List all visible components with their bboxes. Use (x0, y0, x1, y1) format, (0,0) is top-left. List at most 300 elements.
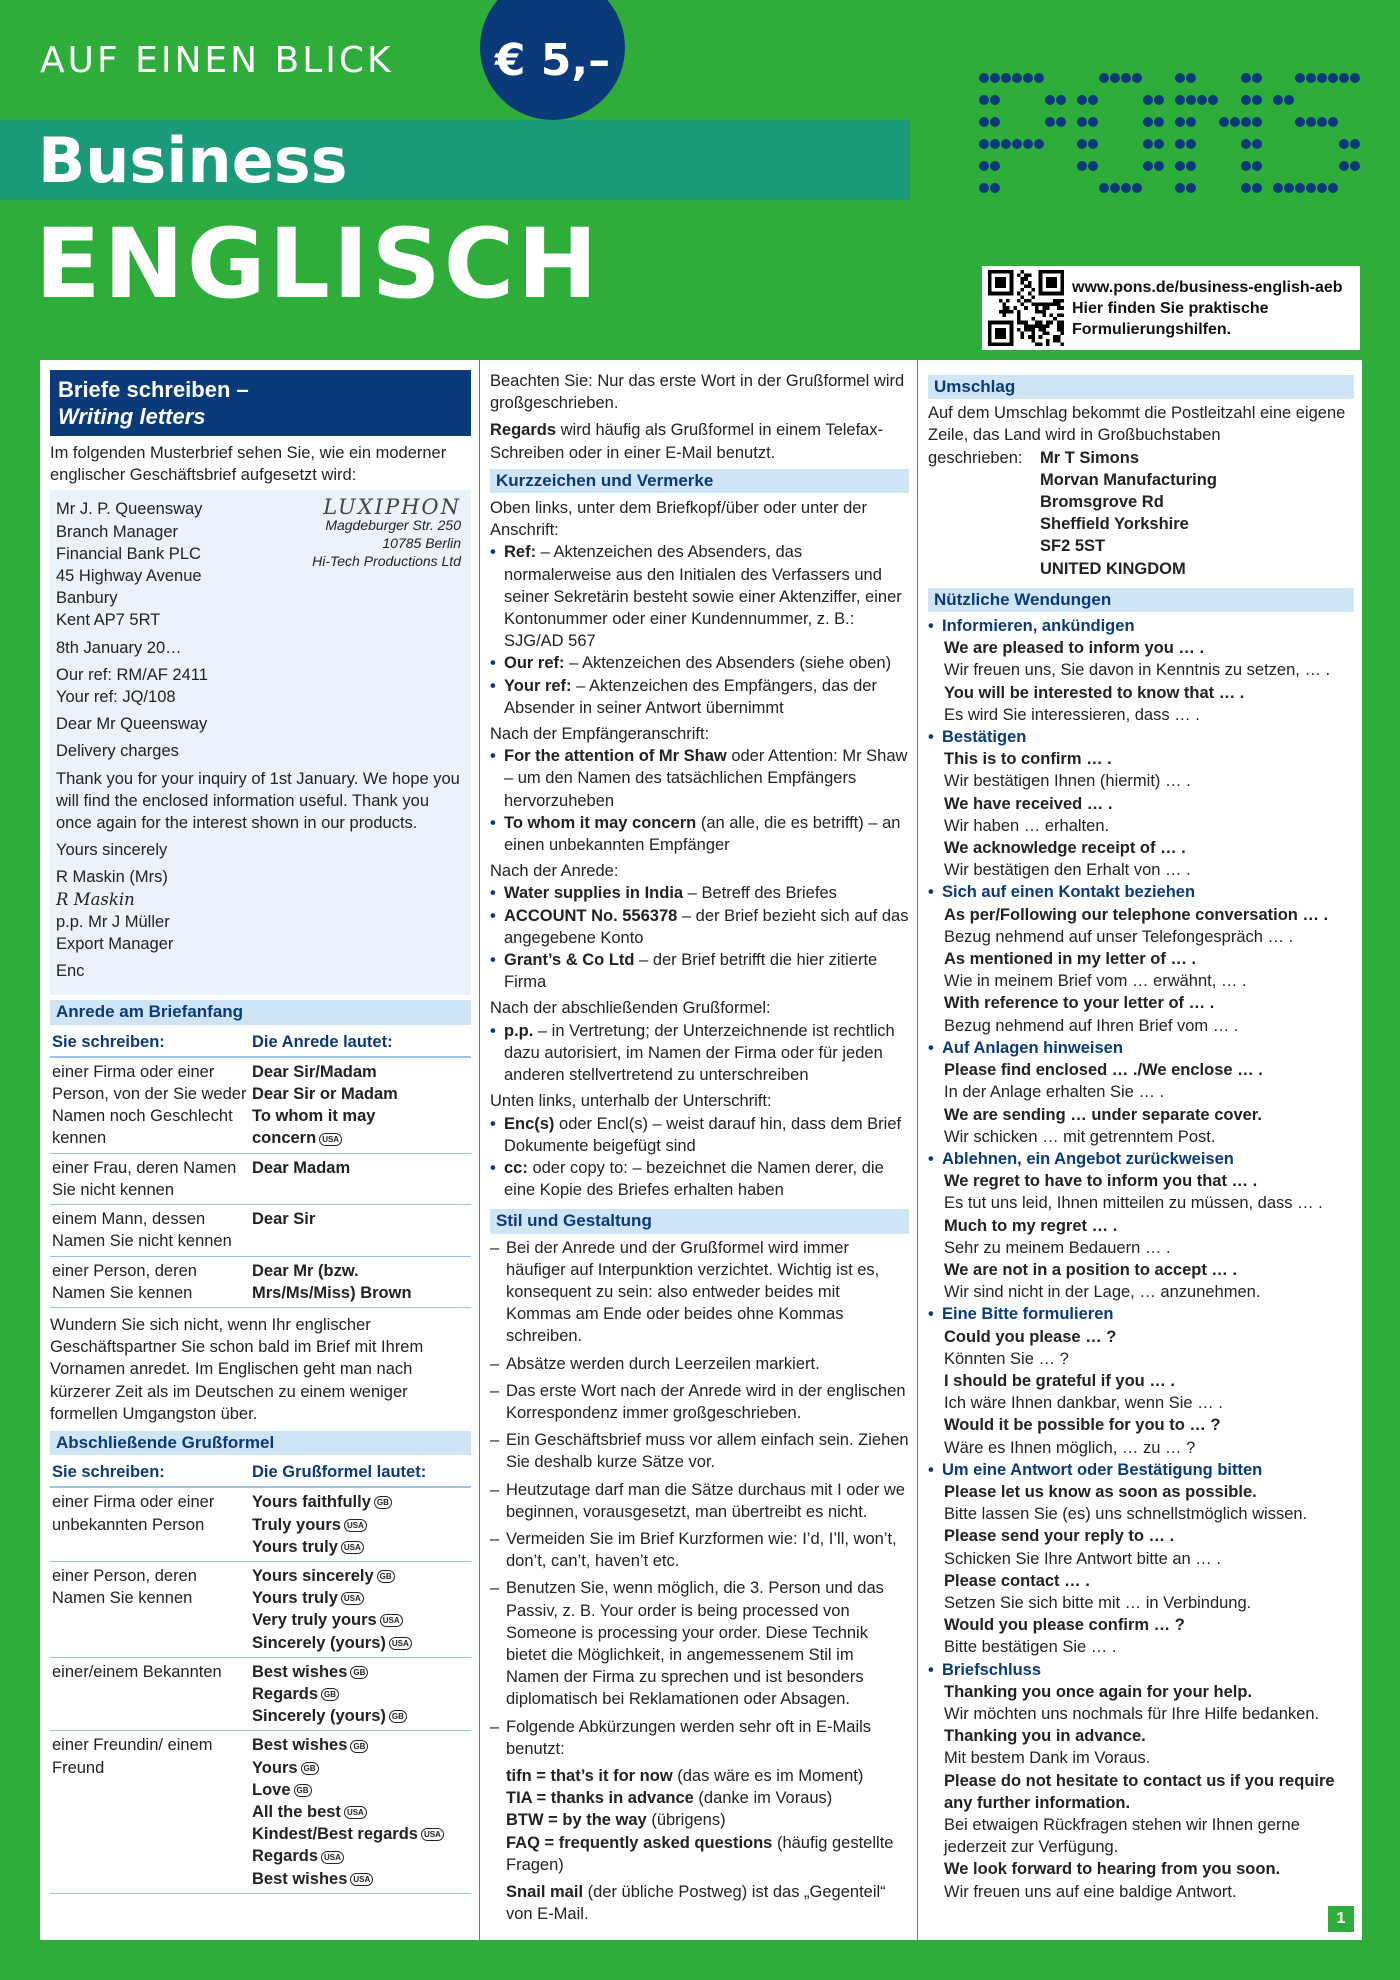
bullet-item (490, 949, 909, 993)
logo-dot (1056, 117, 1066, 127)
qr-text (1072, 277, 1343, 340)
phrase-english: We have received … . (944, 794, 1113, 813)
section-title (50, 370, 471, 436)
formula (252, 1845, 469, 1867)
logo-dot (979, 117, 989, 127)
logo-dot (1056, 95, 1066, 105)
logo-dot (1175, 95, 1185, 105)
phrase-english: I should be grateful if you … . (944, 1371, 1176, 1390)
formula (252, 1260, 469, 1282)
logo-dot (1143, 161, 1153, 171)
phrase-german: Ich wäre Ihnen dankbar, wenn Sie … . (944, 1394, 1223, 1413)
formula-text: Regards (252, 1684, 319, 1703)
formula-text: Best wishes (252, 1869, 348, 1888)
explanation: – Aktenzeichen des Absenders (siehe oben) (564, 654, 892, 673)
formula-text: concern (252, 1129, 317, 1148)
recipient-line: Financial Bank PLC (56, 544, 201, 563)
term: Enc(s) (504, 1114, 555, 1133)
logo-dot (1175, 73, 1185, 83)
note-regards (490, 419, 909, 463)
logo-dot (979, 73, 989, 83)
formula (252, 1083, 469, 1105)
dash-item: – Bei der Anrede und der Grußformel wird immer häufiger auf Interpunktion verzichtet. Wichtig ist es, konsequent zu sein: also entweder beides mit Kommas am Ende oder beides ohne Kommas schreiben. (490, 1237, 909, 1348)
formula (252, 1661, 469, 1683)
region-badge: USA (344, 1806, 367, 1819)
formula (252, 1536, 469, 1558)
formula-text: Truly yours (252, 1515, 341, 1534)
logo-dot (1208, 95, 1218, 105)
formula-text: Regards (252, 1847, 319, 1866)
signer-name: R Maskin (Mrs) (56, 868, 168, 887)
formula-text: Yours truly (252, 1589, 338, 1608)
phrase-english: Please find enclosed … ./We enclose … . (944, 1061, 1263, 1080)
phrase-english: Would it be possible for you to … ? (944, 1416, 1221, 1435)
gruss-table (50, 1458, 471, 1894)
phrase-german: Wir freuen uns auf eine baldige Antwort. (944, 1882, 1237, 1901)
logo-dot (1034, 139, 1044, 149)
logo-dot (1175, 117, 1185, 127)
term: BTW = by the way (506, 1811, 647, 1830)
letter-body: Thank you for your inquiry of 1st January. We hope you will find the enclosed information useful. Thank you once again for the interest shown in our products. (56, 769, 460, 833)
sender-line: 10785 Berlin (382, 535, 461, 552)
formula (252, 1514, 469, 1536)
region-badge: GB (301, 1762, 319, 1775)
abbreviation-list (490, 1765, 909, 1876)
bullet-item (490, 812, 909, 856)
phrase-german: Wir möchten uns nochmals für Ihre Hilfe bedanken. (944, 1704, 1320, 1723)
formula-text: Dear Sir (252, 1210, 316, 1229)
phrase-english: As mentioned in my letter of … . (944, 950, 1197, 969)
logo-dot (990, 139, 1000, 149)
qr-code-icon (988, 270, 1064, 346)
recipient-type: einer Freundin/ einem Freund (50, 1731, 250, 1893)
logo-dot (1154, 95, 1164, 105)
phrase-english: Please contact … . (944, 1571, 1090, 1590)
bullet-item (490, 745, 909, 812)
region-badge: USA (350, 1873, 373, 1886)
formula-cell (250, 1487, 471, 1561)
letter-closing: Yours sincerely (56, 841, 168, 860)
logo-dot (990, 183, 1000, 193)
region-badge: USA (421, 1828, 444, 1841)
explanation: (an alle, die es betrifft) – an einen unbekannten Empfänger (504, 813, 901, 855)
logo-dot (1219, 117, 1229, 127)
dash-item: – Ein Geschäftsbrief muss vor allem einfach sein. Ziehen Sie deshalb kurze Sätze vor. (490, 1429, 909, 1473)
formula (252, 1565, 469, 1587)
formula (252, 1868, 469, 1890)
bullet-item (490, 541, 909, 652)
explanation: oder Attention: Mr Shaw – um den Namen des tatsächlichen Empfängers hervorzuheben (504, 747, 908, 810)
company-logo-block (312, 495, 461, 570)
term: TIA = thanks in advance (506, 1789, 694, 1808)
sender-line: Magdeburger Str. 250 (325, 517, 461, 534)
table-header (50, 1028, 471, 1057)
region-badge: GB (321, 1688, 339, 1701)
formula-text: Sincerely (yours) (252, 1633, 386, 1652)
recipient-type: einem Mann, dessen Namen Sie nicht kennen (50, 1205, 250, 1256)
recipient-line: 45 Highway Avenue (56, 567, 202, 586)
region-badge: USA (389, 1637, 412, 1650)
bullet-item (490, 1113, 909, 1157)
kurzzeichen-heading: Kurzzeichen und Vermerke (490, 469, 909, 493)
term: For the attention of Mr Shaw (504, 747, 727, 766)
term: Ref: (504, 543, 537, 562)
formula (252, 1282, 469, 1304)
formula-text: Best wishes (252, 1736, 348, 1755)
abbreviation (506, 1809, 909, 1831)
phrase-category: • Ablehnen, ein Angebot zurückweisen (928, 1148, 1354, 1170)
logo-dot (1045, 117, 1055, 127)
formula (252, 1208, 469, 1230)
enclosure: Enc (56, 962, 85, 981)
term: ACCOUNT No. 556378 (504, 906, 678, 925)
logo-dot (1186, 161, 1196, 171)
logo-dot (1143, 95, 1153, 105)
formula (252, 1105, 469, 1127)
dash-item: – Vermeiden Sie im Brief Kurzformen wie: I’d, I’ll, won’t, don’t, can’t, haven’t etc. (490, 1528, 909, 1572)
formula-text: Very truly yours (252, 1611, 377, 1630)
region-badge: GB (389, 1710, 407, 1723)
signature-block (56, 866, 465, 955)
formula-text: Sincerely (yours) (252, 1707, 386, 1726)
phrase-english: Please send your reply to … . (944, 1527, 1175, 1546)
recipient-line: Branch Manager (56, 522, 178, 541)
phrase-english: We regret to have to inform you that … . (944, 1172, 1258, 1191)
formula (252, 1609, 469, 1631)
term: cc: (504, 1158, 528, 1177)
formula (252, 1823, 469, 1845)
col-header: Sie schreiben: (50, 1458, 250, 1487)
table-row (50, 1256, 471, 1307)
phrase-category: • Bestätigen (928, 726, 1354, 748)
bullet-list (490, 541, 909, 719)
logo-dot (1295, 117, 1305, 127)
sample-letter (50, 490, 471, 995)
group-label: Oben links, unter dem Briefkopf/über oder unter der Anschrift: (490, 499, 867, 540)
anrede-table (50, 1028, 471, 1308)
logo-dot (1077, 95, 1087, 105)
table-row (50, 1731, 471, 1893)
term: tifn = that’s it for now (506, 1766, 673, 1785)
logo-dot (1099, 73, 1109, 83)
logo-dot (1088, 161, 1098, 171)
letter-salutation: Dear Mr Queensway (56, 715, 208, 734)
address-line: SF2 5ST (1040, 537, 1106, 556)
logo-dot (1273, 95, 1283, 105)
term: To whom it may concern (504, 813, 697, 832)
logo-dot (1328, 117, 1338, 127)
logo-dot (1350, 161, 1360, 171)
logo-dot (1186, 139, 1196, 149)
table-row (50, 1487, 471, 1561)
explanation: – Aktenzeichen des Empfängers, das der Absender in seiner Antwort übernimmt (504, 676, 877, 717)
logo-dot (1077, 161, 1087, 171)
dash-item: – Absätze werden durch Leerzeilen markiert. (490, 1353, 909, 1375)
column-1 (40, 360, 480, 1940)
logo-dot (1317, 117, 1327, 127)
envelope-address (1040, 447, 1217, 580)
logo-dot (1088, 117, 1098, 127)
sender-line: Hi-Tech Productions Ltd (312, 553, 461, 570)
phrase-german: Schicken Sie Ihre Antwort bitte an … . (944, 1549, 1221, 1568)
logo-dot (1339, 73, 1349, 83)
phrase-english: We are sending … under separate cover. (944, 1105, 1262, 1124)
phrase-category: • Eine Bitte formulieren (928, 1303, 1354, 1325)
logo-dot (1350, 139, 1360, 149)
references (56, 664, 465, 708)
logo-dot (1328, 73, 1338, 83)
phrase-english: We acknowledge receipt of … . (944, 839, 1186, 858)
formula (252, 1705, 469, 1727)
intro-text: Im folgenden Musterbrief sehen Sie, wie ein moderner englischer Geschäftsbrief aufgesetzt wird: (50, 444, 447, 485)
logo-dot (1252, 139, 1262, 149)
phrase-german: Könnten Sie … ? (944, 1349, 1069, 1368)
logo-dot (1252, 117, 1262, 127)
phrase-english: You will be interested to know that … . (944, 683, 1245, 702)
region-badge: USA (341, 1592, 364, 1605)
formula (252, 1157, 469, 1179)
series-label: AUF EINEN BLICK (40, 40, 394, 81)
logo-dot (1306, 117, 1316, 127)
region-badge: USA (380, 1614, 403, 1627)
phrase-english: With reference to your letter of … . (944, 994, 1215, 1013)
logo-dot (1241, 183, 1251, 193)
phrase-english: Thanking you once again for your help. (944, 1682, 1253, 1701)
logo-dot (1001, 73, 1011, 83)
formula (252, 1779, 469, 1801)
col-header: Die Grußformel lautet: (250, 1458, 471, 1487)
formula-text: All the best (252, 1802, 341, 1821)
abbreviation (506, 1787, 909, 1809)
phrase-german: Bitte lassen Sie (es) uns schnellstmöglich wissen. (944, 1505, 1308, 1524)
note-capitalization: Beachten Sie: Nur das erste Wort in der Grußformel wird großgeschrieben. (490, 372, 905, 413)
recipient-type: einer Person, deren Namen Sie kennen (50, 1561, 250, 1657)
price-badge: € 5,– (480, 0, 625, 120)
logo-dot (1186, 73, 1196, 83)
logo-dot (979, 183, 989, 193)
formula-cell (250, 1657, 471, 1731)
logo-dot (1284, 183, 1294, 193)
bullet-item (490, 882, 909, 904)
envelope-example (928, 447, 1354, 580)
logo-dot (1023, 139, 1033, 149)
dash-item: – Das erste Wort nach der Anrede wird in der englischen Korrespondenz immer großgeschrieben. (490, 1380, 909, 1424)
section-title-en: Writing letters (58, 404, 206, 429)
formula (252, 1801, 469, 1823)
logo-dot (1197, 95, 1207, 105)
logo-dot (1045, 95, 1055, 105)
logo-dot (990, 95, 1000, 105)
logo-dot (1339, 161, 1349, 171)
table-header (50, 1458, 471, 1487)
phrase-english: Would you please confirm … ? (944, 1616, 1185, 1635)
table-row (50, 1153, 471, 1204)
formula (252, 1061, 469, 1083)
phrase-german: Bezug nehmend auf unser Telefongespräch … . (944, 927, 1294, 946)
logo-dot (1154, 117, 1164, 127)
logo-dot (1175, 139, 1185, 149)
formula (252, 1491, 469, 1513)
bullet-item (490, 1157, 909, 1201)
envelope-text: Auf dem Umschlag bekommt die Postleitzahl eine eigene Zeile, das Land wird in Großbuchstaben (928, 404, 1346, 445)
logo-dot (1121, 73, 1131, 83)
address-line: Sheffield Yorkshire (1040, 515, 1189, 534)
logo-dot (1077, 117, 1087, 127)
phrase-german: Wir bestätigen Ihnen (hiermit) … . (944, 772, 1191, 791)
phrase-category: • Informieren, ankündigen (928, 615, 1354, 637)
logo-dot (1132, 73, 1142, 83)
logo-dot (1034, 73, 1044, 83)
recipient-type: einer Person, deren Namen Sie kennen (50, 1256, 250, 1307)
term: Grant’s & Co Ltd (504, 951, 635, 970)
group-label: Nach der Anrede: (490, 862, 619, 881)
logo-dot (1252, 161, 1262, 171)
logo-dot (1154, 139, 1164, 149)
phrase-english: Much to my regret … . (944, 1216, 1118, 1235)
formula-cell (250, 1561, 471, 1657)
term: Your ref: (504, 676, 572, 695)
region-badge: GB (377, 1570, 395, 1583)
phrase-english: Please do not hesitate to contact us if you require any further information. (944, 1771, 1335, 1812)
formula-text: Yours truly (252, 1537, 338, 1556)
bullet-item (490, 1020, 909, 1087)
recipient-type: einer Firma oder einer unbekannten Person (50, 1487, 250, 1561)
formula (252, 1734, 469, 1756)
phrase-german: In der Anlage erhalten Sie … . (944, 1083, 1165, 1102)
logo-dot (1186, 95, 1196, 105)
title-business: Business (38, 124, 348, 197)
term: Regards (490, 421, 557, 440)
explanation: (übrigens) (646, 1811, 726, 1830)
phrase-german: Es tut uns leid, Ihnen mitteilen zu müssen, dass … . (944, 1194, 1323, 1213)
explanation: – Aktenzeichen des Absenders, das normalerweise aus den Initialen des Verfassers und seiner Sekretärin besteht sowie einer Aktenziffer, einer Kontonummer oder einer Kundennummer, z. B.: SJG/AD 567 (504, 543, 902, 651)
qr-url[interactable]: www.pons.de/business-english-aeb (1072, 278, 1343, 296)
logo-dot (1241, 95, 1251, 105)
formula-text: Dear Sir or Madam (252, 1085, 398, 1104)
explanation: – der Brief bezieht sich auf das angegebene Konto (504, 906, 909, 947)
logo-dot (979, 161, 989, 171)
phrase-german: Mit bestem Dank im Voraus. (944, 1749, 1151, 1768)
qr-box[interactable] (982, 266, 1360, 350)
phrase-category: • Um eine Antwort oder Bestätigung bitten (928, 1459, 1354, 1481)
bullet-item (490, 675, 909, 719)
logo-dot (1012, 73, 1022, 83)
phrase-category: • Auf Anlagen hinweisen (928, 1037, 1354, 1059)
col-header: Sie schreiben: (50, 1028, 250, 1057)
logo-dot (1175, 183, 1185, 193)
phrase-category: • Briefschluss (928, 1659, 1354, 1681)
explanation: – der Brief betrifft die hier zitierte Firma (504, 951, 878, 992)
table-row (50, 1561, 471, 1657)
logo-dot (1143, 139, 1153, 149)
bullet-list (490, 1020, 909, 1087)
logo-dot (1001, 139, 1011, 149)
phrase-german: Wir freuen uns, Sie davon in Kenntnis zu setzen, … . (944, 661, 1331, 680)
logo-dot (990, 161, 1000, 171)
logo-dot (1295, 183, 1305, 193)
logo-dot (1012, 139, 1022, 149)
explanation: oder Encl(s) – weist darauf hin, dass dem Brief Dokumente beigefügt sind (504, 1114, 902, 1155)
address-line: Morvan Manufacturing (1040, 470, 1217, 489)
logo-dot (1186, 117, 1196, 127)
phrase-german: Wie in meinem Brief vom … erwähnt, … . (944, 972, 1247, 991)
bullet-item (490, 905, 909, 949)
logo-dot (1350, 73, 1360, 83)
explanation: (der übliche Postweg) ist das „Gegenteil“ von E-Mail. (506, 1883, 886, 1924)
logo-dot (1273, 183, 1283, 193)
logo-dot (1110, 183, 1120, 193)
term: Snail mail (506, 1883, 584, 1901)
logo-dot (1121, 183, 1131, 193)
dash-item: – Folgende Abkürzungen werden sehr oft in E-Mails benutzt: (490, 1716, 909, 1760)
formula-cell (250, 1153, 471, 1204)
column-2 (480, 360, 918, 1940)
dash-item: – Heutzutage darf man die Sätze durchaus mit I oder we beginnen, vorausgesetzt, man übertreibt es nicht. (490, 1479, 909, 1523)
page-number: 1 (1328, 1906, 1354, 1932)
logo-dot (979, 95, 989, 105)
formula-text: To whom it may (252, 1107, 376, 1126)
bullet-list (490, 745, 909, 856)
stil-heading: Stil und Gestaltung (490, 1209, 909, 1233)
formula-text: Mrs/Ms/Miss) Brown (252, 1283, 412, 1302)
our-ref: Our ref: RM/AF 2411 (56, 665, 208, 684)
logo-dot (1306, 183, 1316, 193)
phrase-german: Sehr zu meinem Bedauern … . (944, 1238, 1171, 1257)
col-header: Die Anrede lautet: (250, 1028, 471, 1057)
logo-dot (1230, 117, 1240, 127)
logo-dot (1317, 73, 1327, 83)
phrase-list (928, 615, 1354, 1903)
formula-cell (250, 1731, 471, 1893)
phrase-english: Thanking you in advance. (944, 1727, 1146, 1746)
luxiphon-logo: LUXIPHON (323, 495, 461, 520)
dash-item: – Benutzen Sie, wenn möglich, die 3. Person und das Passiv, z. B. Your order is being processed von Someone is processing your order. Diese Technik bietet die Möglichkeit, in angemessenem Stil im Namen der Firma zu sprechen und ist besonders diplomatisch bei Reklamationen oder Absagen. (490, 1577, 909, 1710)
term: FAQ = frequently asked questions (506, 1833, 773, 1852)
logo-dot (1154, 161, 1164, 171)
logo-dot (1175, 161, 1185, 171)
logo-dot (1252, 183, 1262, 193)
snail-mail-note (490, 1881, 909, 1925)
phrase-german: Bezug nehmend auf Ihren Brief vom … . (944, 1016, 1239, 1035)
term: Our ref: (504, 654, 565, 673)
logo-dot (979, 139, 989, 149)
recipient-type: einer Frau, deren Namen Sie nicht kennen (50, 1153, 250, 1204)
logo-dot (1328, 183, 1338, 193)
signer-title: Export Manager (56, 935, 174, 954)
region-badge: GB (374, 1496, 392, 1509)
logo-dot (1295, 73, 1305, 83)
qr-line3: Formulierungshilfen. (1072, 320, 1232, 338)
recipient-type: einer Firma oder einer Person, von der Sie weder Namen noch Geschlecht kennen (50, 1057, 250, 1153)
abbreviation (506, 1765, 909, 1787)
phrase-german: Wir haben … erhalten. (944, 816, 1110, 835)
logo-dot (1143, 117, 1153, 127)
phrase-german: Wir schicken … mit getrenntem Post. (944, 1127, 1216, 1146)
umschlag-heading: Umschlag (928, 375, 1354, 399)
formula-text: Kindest/Best regards (252, 1825, 418, 1844)
region-badge: USA (344, 1519, 367, 1532)
phrase-english: Could you please … ? (944, 1327, 1117, 1346)
phrase-english: As per/Following our telephone conversation … . (944, 905, 1329, 924)
note-text: Wundern Sie sich nicht, wenn Ihr englischer Geschäftspartner Sie schon bald im Brief mit Ihrem Vornamen anredet. Im Englischen geht man nach kürzerer Zeit als im Deutschen zu einem weniger formellen Umgangston über. (50, 1315, 424, 1423)
logo-dot (1186, 183, 1196, 193)
dash-list (490, 1237, 909, 1760)
phrase-german: Bitte bestätigen Sie … . (944, 1638, 1117, 1657)
bullet-item (490, 652, 909, 674)
phrase-english: We are not in a position to accept … . (944, 1260, 1238, 1279)
letter-date: 8th January 20… (56, 638, 182, 657)
explanation: oder copy to: – bezeichnet die Namen derer, die eine Kopie des Briefes erhalten haben (504, 1158, 884, 1200)
